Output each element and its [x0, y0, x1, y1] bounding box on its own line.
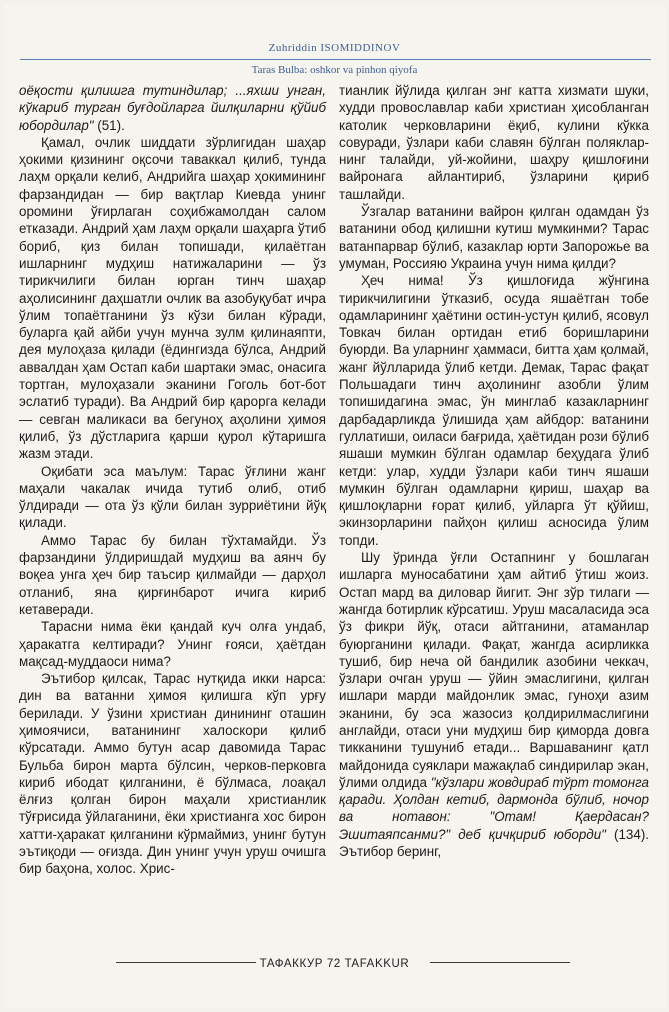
article-subtitle: Taras Bulba: oshkor va pinhon qiyofa — [251, 64, 418, 76]
right-text-column — [339, 82, 649, 860]
paragraph: тианлик йўлида қилган энг катта хизмати шуки, худди провославлар каби христиан ҳисобланган католик черковларини ёқиб, кулини кўкка совуради, ўзлари каби славян бўлган поляклар-нинг талайди, уй-жойини, шаҳру қишлоғини вайронага айлантириб, ўзларини қириб ташлайди. — [339, 83, 649, 202]
paragraph: Тарасни нима ёки қандай куч олға ундаб, ҳаракатга келтиради? Унинг ғояси, ҳаётдан мақсад-муддаоси нима? — [19, 619, 326, 669]
citation: (134). Эътибор беринг, — [339, 826, 650, 860]
citation: (51). — [93, 117, 125, 133]
page-footer — [0, 954, 669, 972]
quote-text: "кўзлари жовдираб тўрт томонга қаради. Ҳолдан кетиб, дармонда бўлиб, ночор ва нотавон: "Отам! Қаердасан? Эшитаяпсанми?" деб қичқириб юборди" — [339, 774, 650, 842]
paragraph: Ҳеч нима! Ўз қишлоғида жўнгина тирикчилигини ўтказиб, осуда яшаётган тобе одамларининг ҳаётини остин-устун қилиб, ясовул Товкач билан ортидан етиб боришларини буюрди. Ва уларнинг ҳаммаси, битта ҳам қолмай, жанг йўлларида ўлиб кетди. Демак, Тарас фақат Польшадаги тинч аҳолининг азобли ўлим топишидагина эмас, ўн минглаб казакларнинг дарбадарликда ўлишида ҳам айбдор: ватанини гуллатиши, оиласи бағрида, ҳаётидан рози бўлиб яшаши мумкин бўлган одамлар беҳудага ўлиб кетди: улар, худди ўзлари каби тинч яшаши мумкин бўлган одамларни қириш, шаҳар ва қишлоқларни ғорат қилиб, уйларга ўт қўйиш, экинзорларини пайҳон қилиш асносида ўлим топди. — [339, 273, 649, 548]
quote-text: оёқости қилишга тутиндилар; ...яхши унган, кўкариб турган буғдойларга йилқиларни қўйиб юбордилар" — [19, 83, 326, 133]
header-rule — [20, 59, 651, 60]
paragraph-text: Шу ўринда ўғли Остапнинг у бошлаган ишларга муносабатини ҳам айтиб ўтиш жоиз. Остап мард ва диловар йигит. Энг зўр тилаги — жангда ботирлик кўрсатиш. Уруш масаласида эса ўз фикри йўқ, отаси айтганини, атаманлар буюрганини қилади. Фақат, жангда асирликка тушиб, бир неча ой бандилик азобини чеккач, ўзлари очган уруш — ўйин эмаслигини, қилган ишлари марди майдонлик эмас, гуноҳи азим эканини, бу эса жазосиз қолдирилмаслигини англайди, отаси уни мудҳиш бир қиморда довга тикканини тушуниб етади... Варшаванинг қатл майдонида суяклари мажақлаб синдирилар экан, ўлими олдида — [339, 550, 649, 790]
paragraph: Эътибор қилсак, Тарас нутқида икки нарса: дин ва ватанни ҳимоя қилишга кўп урғу берилади. У ўзини христиан динининг оташин ҳимоячиси, ватанининг халоскори қилиб кўрсатади. Аммо бутун асар давомида Тарас Бульба бирон марта бўлсин, черков-перковга кириб ибодат қилганини, ё бўлмаса, лоақал ёлғиз қолган бирон маҳали христианлик тўғрисида ўйлаганини, ёки христианга хос бирон хатти-ҳаракат қилганини кўрмаймиз, унинг бутун эътиқоди — оғизда. Дин унинг учун уруш очишга бир баҳона, холос. Хрис- — [19, 671, 326, 877]
paragraph — [339, 549, 649, 860]
paragraph: Ўзгалар ватанини вайрон қилган одамдан ўз ватанини обод қилишни кутиш мумкинми? Тарас ватанпарвар бўлиб, казаклар юрти Запорожье ва умуман, Россияю Украина учун нима қилди? — [339, 204, 649, 271]
page-header — [0, 42, 669, 55]
paragraph: Оқибати эса маълум: Тарас ўғлини жанг маҳали чакалак ичида тутиб олиб, отиб ўлдиради — ота ўз қўли билан зурриётини йўқ қилади. — [19, 463, 326, 531]
left-text-column — [19, 82, 326, 878]
paragraph — [19, 82, 326, 134]
author-name: Zuhriddin ISOMIDDINOV — [268, 42, 401, 54]
footer-page-number: ТАФАККУР 72 TAFAKKUR — [259, 958, 410, 970]
paragraph: Қамал, очлик шиддати зўрлигидан шаҳар ҳокими қизининг оқсочи таваккал қилиб, тунда лаҳм орқали келиб, Андрийга шаҳар ҳокимининг фарзандидан — бир вақтлар Киевда унинг оромини ўғирлаган соҳибжамолдан салом етказади. Андрий ҳам лаҳм орқали шаҳарга ўтиб бориб, қиз билан топишади, қилаётган ишларнинг мудҳиш натижаларини — ўз тирикчилиги билан юрган тинч шаҳар аҳолисининг даҳшатли очлик ва азобуқубат ичра ўлим топаётганини ўз кўзи билан кўради, буларга қай айби учун мунча зулм қилинаяпти, дея мулоҳаза қилади (ёдингизда бўлса, Андрий аввалдан ҳам Остап каби шартаки эмас, онасига тортган, мулоҳазали эканини Гоголь бот-бот эслатиб туради). Ва Андрий бир қарорга келади — севган маликаси ва бегуноҳ аҳолини ҳимоя қилиб, ўз дўстларига қарши қурол кўтаришга жазм этади. — [19, 134, 326, 462]
paragraph: Аммо Тарас бу билан тўхтамайди. Ўз фарзандини ўлдиришдай мудҳиш ва аянч бу воқеа унга ҳеч бир таъсир қилмайди — дарҳол отланиб, яна қирғинбарот ичига кириб кетаверади. — [19, 532, 326, 617]
